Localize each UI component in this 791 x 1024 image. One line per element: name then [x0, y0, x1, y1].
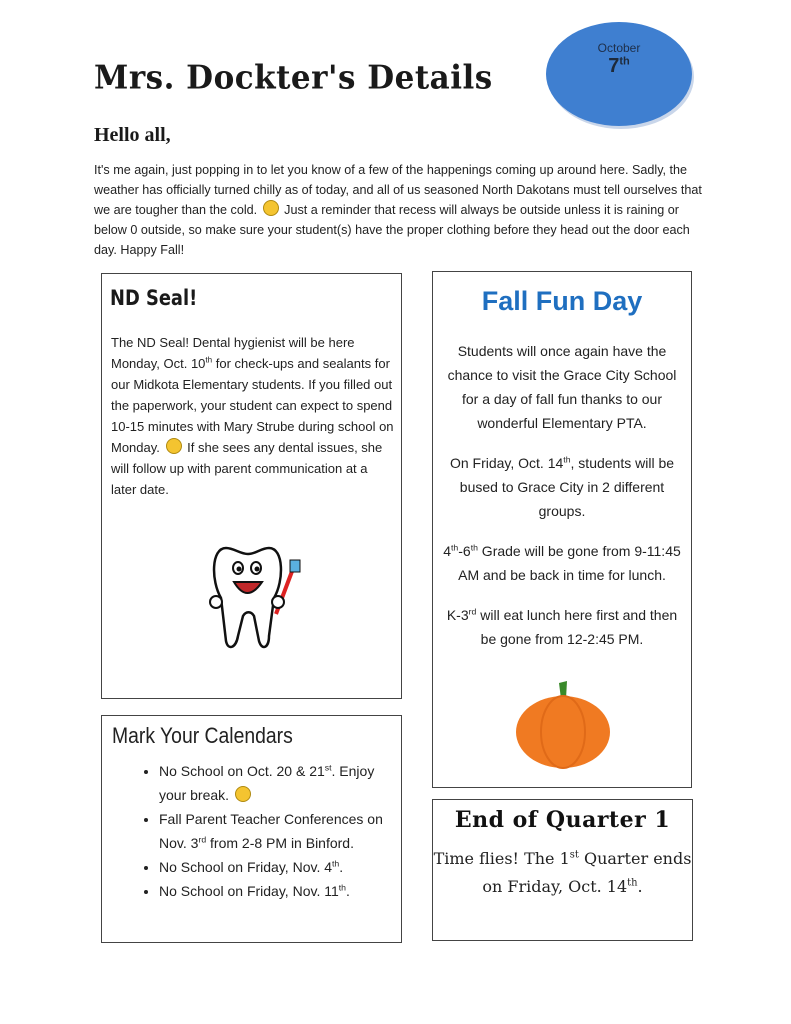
- pumpkin-icon: [513, 677, 613, 772]
- nd-seal-heading: ND Seal!: [110, 286, 198, 310]
- fall-fun-paragraph: K-3rd will eat lunch here first and then be gone from 12-2:45 PM.: [446, 606, 678, 647]
- fall-fun-paragraph: Students will once again have the chance to visit the Grace City School for a day of fall fun thanks to our wonderful Elementary PTA.: [447, 343, 677, 431]
- date-month: October: [597, 41, 641, 55]
- fall-fun-paragraph: On Friday, Oct. 14th, students will be bused to Grace City in 2 different groups.: [449, 454, 675, 519]
- smiley-icon: [235, 786, 251, 802]
- fall-fun-day-box: [432, 271, 692, 788]
- date-badge: [546, 22, 692, 126]
- greeting: Hello all,: [94, 124, 171, 146]
- list-item: • No School on Friday, Nov. 11th.: [159, 879, 401, 903]
- smiley-icon: [166, 438, 182, 454]
- fall-fun-paragraph: 4th-6th Grade will be gone from 9-11:45 AM and be back in time for lunch.: [443, 542, 681, 583]
- list-item: • No School on Friday, Nov. 4th.: [159, 855, 401, 879]
- intro-paragraph: It's me again, just popping in to let you know of a few of the happenings coming up around here. Sadly, the weather has officially turned chilly as of today, and all of us seasoned North Dakotans must tell ourselves that we are tougher than the cold. Just a reminder that recess will always be outside unless it is raining or below 0 outside, so make sure your student(s) have the proper clothing before they head out the door each day. Happy Fall!: [94, 163, 702, 257]
- nd-seal-box: [101, 273, 402, 699]
- tooth-cartoon-icon: [206, 536, 306, 656]
- list-item: • No School on Oct. 20 & 21st. Enjoy your break.: [159, 759, 401, 807]
- calendar-list: [102, 759, 401, 903]
- smiley-icon: [263, 200, 279, 216]
- end-of-quarter-text: Time flies! The 1st Quarter ends on Friday, Oct. 14th.: [433, 849, 692, 896]
- end-of-quarter-heading: End of Quarter 1: [454, 807, 671, 833]
- nd-seal-text: The ND Seal! Dental hygienist will be here Monday, Oct. 10th for check-ups and sealants for our Midkota Elementary students. If you filled out the paperwork, your student can expect to spend 10-15 minutes with Mary Strube during school on Monday. If she sees any dental issues, she will follow up with parent communication at a later date.: [111, 335, 394, 497]
- list-item: • Fall Parent Teacher Conferences on Nov. 3rd from 2-8 PM in Binford.: [159, 807, 401, 855]
- calendars-heading: Mark Your Calendars: [112, 723, 293, 748]
- end-of-quarter-box: [432, 799, 693, 941]
- newsletter-title: Mrs. Dockter's Details: [94, 59, 493, 97]
- date-day: 7th: [608, 55, 630, 77]
- mark-your-calendars-box: [101, 715, 402, 943]
- fall-fun-heading: Fall Fun Day: [481, 286, 643, 316]
